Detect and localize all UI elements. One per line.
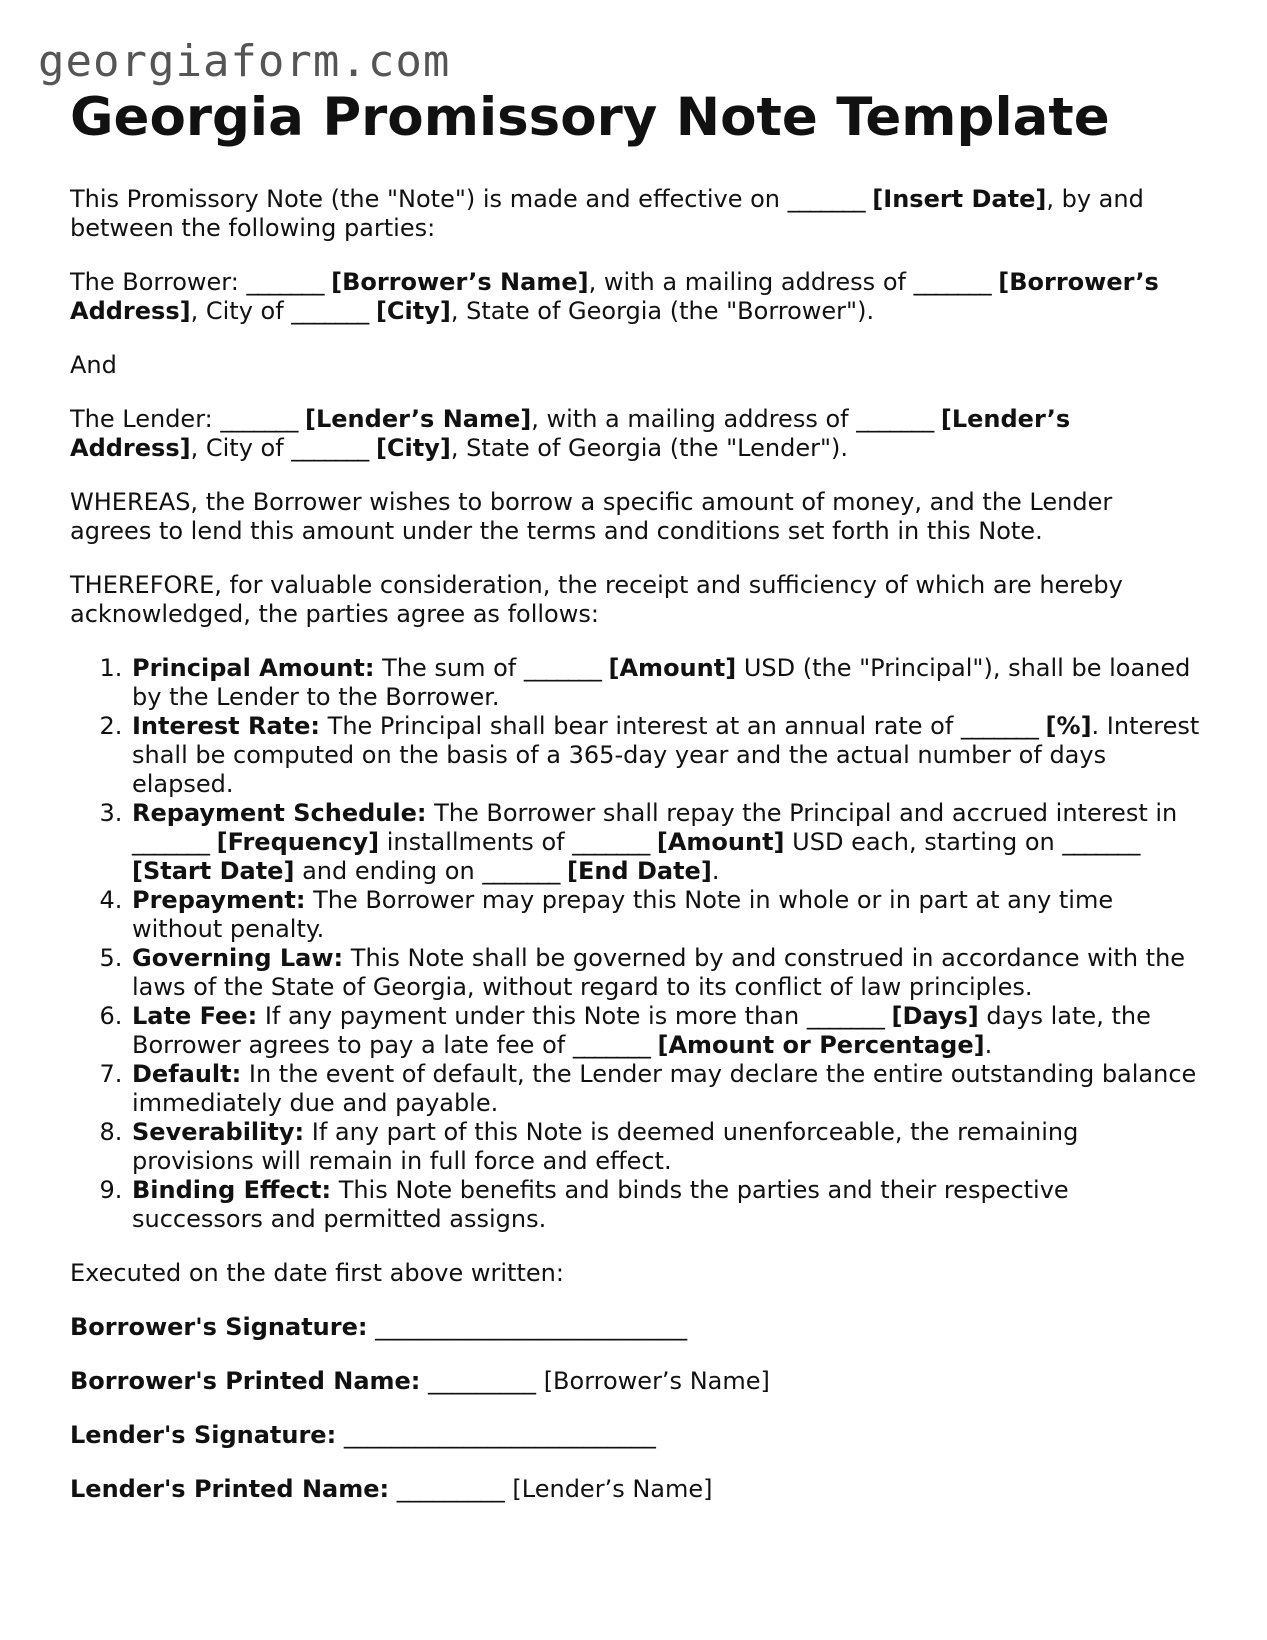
borrower-signature-label: Borrower's Signature:	[70, 1312, 368, 1341]
borrower-printed-name-label: Borrower's Printed Name:	[70, 1366, 421, 1395]
borrower-city-text: , City of	[190, 296, 284, 325]
lender-label: The Lender:	[70, 404, 213, 433]
lender-printed-name-placeholder: [Lender’s Name]	[512, 1474, 713, 1503]
term-severability	[130, 1118, 1200, 1176]
borrower-label: The Borrower:	[70, 267, 239, 296]
borrower-name-blank[interactable]: _______	[246, 267, 324, 296]
term-text: days late, the Borrower agrees to pay a late fee of	[132, 1001, 1151, 1059]
term-principal	[130, 654, 1200, 712]
term-label: Late Fee:	[132, 1001, 258, 1030]
late-fee-blank[interactable]: _______	[572, 1030, 650, 1059]
days-blank[interactable]: _______	[806, 1001, 884, 1030]
term-text: If any part of this Note is deemed unenforceable, the remaining provisions will remain in full force and effect.	[132, 1117, 1079, 1175]
borrower-name-placeholder: [Borrower’s Name]	[331, 267, 589, 296]
lender-signature-label: Lender's Signature:	[70, 1420, 337, 1449]
term-label: Interest Rate:	[132, 711, 321, 740]
term-text: . Interest shall be computed on the basis of a 365-day year and the actual number of days elapsed.	[132, 711, 1200, 798]
term-prepayment	[130, 886, 1200, 944]
rate-blank[interactable]: _______	[960, 711, 1038, 740]
term-text: The Borrower shall repay the Principal and accrued interest in	[434, 798, 1178, 827]
lender-address-blank[interactable]: _______	[856, 404, 934, 433]
term-text: This Note benefits and binds the parties and their respective successors and permitted assigns.	[132, 1175, 1069, 1233]
term-label: Binding Effect:	[132, 1175, 332, 1204]
term-default	[130, 1060, 1200, 1118]
lender-signature-line[interactable]: __________________________	[343, 1420, 656, 1449]
date-placeholder: [Insert Date]	[872, 184, 1047, 213]
lender-printed-name-row	[70, 1475, 1200, 1504]
term-label: Repayment Schedule:	[132, 798, 427, 827]
lender-printed-name-line[interactable]: _________	[396, 1474, 505, 1503]
lender-city-text: , City of	[190, 433, 284, 462]
rate-placeholder: [%]	[1045, 711, 1092, 740]
term-text: The sum of	[382, 653, 517, 682]
term-text: .	[984, 1030, 993, 1059]
lender-city-blank[interactable]: _______	[291, 433, 369, 462]
intro-paragraph	[70, 185, 1200, 243]
term-label: Default:	[132, 1059, 242, 1088]
term-late-fee	[130, 1002, 1200, 1060]
lender-name-blank[interactable]: _______	[220, 404, 298, 433]
term-interest	[130, 712, 1200, 799]
term-text: USD (the "Principal"), shall be loaned by the Lender to the Borrower.	[132, 653, 1191, 711]
term-text: USD each, starting on	[792, 827, 1055, 856]
term-text: The Borrower may prepay this Note in whole or in part at any time without penalty.	[132, 885, 1114, 943]
term-text: .	[711, 856, 720, 885]
start-date-blank[interactable]: _______	[1062, 827, 1140, 856]
whereas-paragraph: WHEREAS, the Borrower wishes to borrow a specific amount of money, and the Lender agrees to lend this amount under the terms and conditions set forth in this Note.	[70, 487, 1113, 545]
lender-name-placeholder: [Lender’s Name]	[305, 404, 532, 433]
borrower-printed-name-row	[70, 1367, 1200, 1396]
term-text: and ending on	[302, 856, 475, 885]
borrower-signature-row	[70, 1313, 1200, 1342]
end-date-placeholder: [End Date]	[566, 856, 712, 885]
days-placeholder: [Days]	[891, 1001, 979, 1030]
borrower-city-blank[interactable]: _______	[291, 296, 369, 325]
borrower-address-text: , with a mailing address of	[588, 267, 906, 296]
term-text: This Note shall be governed by and construed in accordance with the laws of the State of Georgia, without regard to its conflict of law principles.	[132, 943, 1186, 1001]
lender-address-placeholder: [Lender’s Address]	[70, 404, 1071, 462]
borrower-printed-name-placeholder: [Borrower’s Name]	[543, 1366, 770, 1395]
borrower-signature-line[interactable]: __________________________	[375, 1312, 688, 1341]
terms-list	[70, 654, 1200, 1234]
borrower-address-blank[interactable]: _______	[913, 267, 991, 296]
frequency-blank[interactable]: _______	[132, 827, 209, 856]
borrower-printed-name-line[interactable]: _________	[428, 1366, 537, 1395]
term-text: If any payment under this Note is more than	[264, 1001, 800, 1030]
borrower-clause	[70, 268, 1200, 326]
amount-placeholder: [Amount]	[608, 653, 737, 682]
intro-text-end: , by and between the following parties:	[70, 184, 1144, 242]
lender-city-placeholder: [City]	[375, 433, 451, 462]
amount-blank[interactable]: _______	[523, 653, 601, 682]
term-governing-law	[130, 944, 1200, 1002]
start-date-placeholder: [Start Date]	[132, 856, 295, 885]
date-blank[interactable]: _______	[787, 184, 865, 213]
therefore-paragraph: THEREFORE, for valuable consideration, the receipt and sufficiency of which are hereby acknowledged, the parties agree as follows:	[70, 570, 1123, 628]
borrower-address-placeholder: [Borrower’s Address]	[70, 267, 1159, 325]
term-label: Governing Law:	[132, 943, 344, 972]
intro-text: This Promissory Note (the "Note") is made and effective on	[70, 184, 781, 213]
lender-signature-row	[70, 1421, 1200, 1450]
lender-printed-name-label: Lender's Printed Name:	[70, 1474, 390, 1503]
frequency-placeholder: [Frequency]	[216, 827, 380, 856]
document-body	[70, 88, 1200, 1529]
term-text: In the event of default, the Lender may declare the entire outstanding balance immediately due and payable.	[132, 1059, 1197, 1117]
installment-amount-placeholder: [Amount]	[656, 827, 785, 856]
lender-address-text: , with a mailing address of	[531, 404, 849, 433]
executed-text: Executed on the date first above written:	[70, 1258, 564, 1287]
watermark: georgiaform.com	[38, 36, 451, 87]
late-fee-placeholder: [Amount or Percentage]	[657, 1030, 985, 1059]
term-text: The Principal shall bear interest at an annual rate of	[327, 711, 954, 740]
lender-state-text: , State of Georgia (the "Lender").	[450, 433, 848, 462]
installment-amount-blank[interactable]: _______	[572, 827, 650, 856]
lender-clause	[70, 405, 1200, 463]
term-label: Severability:	[132, 1117, 305, 1146]
borrower-state-text: , State of Georgia (the "Borrower").	[450, 296, 875, 325]
end-date-blank[interactable]: _______	[482, 856, 560, 885]
term-repayment	[130, 799, 1200, 886]
page-title: Georgia Promissory Note Template	[70, 87, 1110, 148]
term-label: Prepayment:	[132, 885, 306, 914]
and-text: And	[70, 350, 117, 379]
term-label: Principal Amount:	[132, 653, 375, 682]
signature-block	[70, 1313, 1200, 1504]
borrower-city-placeholder: [City]	[375, 296, 451, 325]
term-text: installments of	[386, 827, 565, 856]
term-binding-effect	[130, 1176, 1200, 1234]
